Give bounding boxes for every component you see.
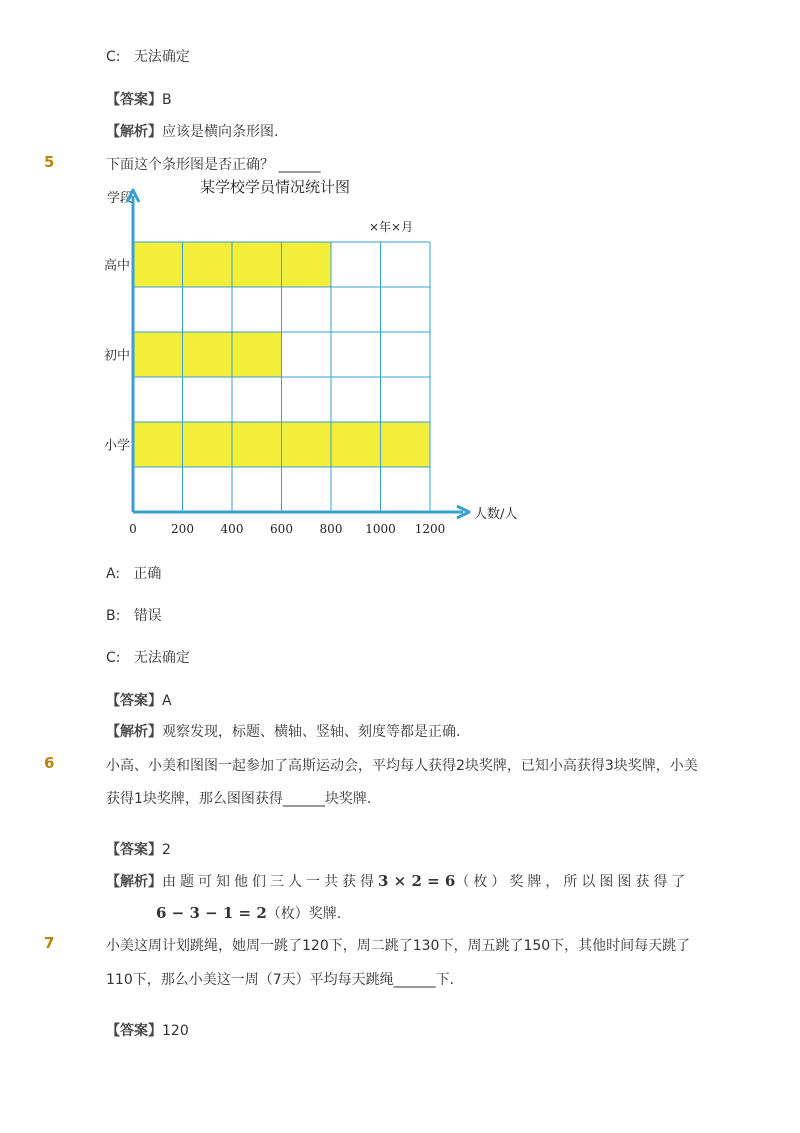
analysis-formula: 3 × 2 = 6 [378,872,456,890]
answer-tag: 【答案】 [106,1023,162,1039]
question-number: 7 [44,934,55,952]
option-c [106,647,190,667]
analysis-line [106,721,460,741]
x-tick-label: 1000 [365,522,396,536]
bar [133,332,282,377]
question-number: 6 [44,754,55,772]
option-text: 错误 [133,608,162,624]
x-tick-label: 400 [220,522,244,536]
answer-tag: 【答案】 [106,693,162,709]
question-text-line1: 小美这周计划跳绳，她周一跳了120下，周二跳了130下，周五跳了150下，其他时间每天跳了 [106,938,691,954]
date-note: ×年×月 [369,220,414,234]
x-tick-label: 0 [129,522,137,536]
option-a [106,563,161,583]
analysis-tag: 【解析】 [106,124,162,140]
x-tick-label: 800 [319,522,343,536]
category-label: 高中 [103,258,130,274]
option-text: 正确 [133,566,162,582]
answer-value: 2 [162,842,171,858]
analysis-line [106,871,689,891]
chart-title: 某学校学员情况统计图 [199,178,351,196]
analysis-text: 应该是横向条形图. [162,124,279,140]
category-label: 小学 [103,438,130,454]
category-label: 初中 [103,348,130,364]
option-letter: A: [106,566,121,582]
option-c [106,46,190,66]
answer-value: B [162,92,172,108]
analysis-text: 观察发现，标题、横轴、竖轴、刻度等都是正确. [162,724,461,740]
answer-line [106,1020,189,1040]
bar-chart [95,172,535,544]
option-letter: C: [106,650,121,666]
analysis-line-2 [156,903,341,923]
x-axis-label: 人数/人 [474,507,518,522]
option-letter: C: [106,49,121,65]
x-tick-label: 600 [270,522,293,536]
question-text: 下面这个条形图是否正确？ ______ [106,157,321,173]
analysis-tag: 【解析】 [106,874,162,890]
answer-value: 120 [162,1023,189,1039]
question-number: 5 [44,153,55,171]
analysis-formula: 6 − 3 − 1 = 2 [156,904,267,922]
option-text: 无法确定 [133,650,190,666]
question-text-line2: 110下，那么小美这一周（7天）平均每天跳绳______下. [106,972,455,988]
analysis-line [106,121,278,141]
answer-line [106,690,172,710]
analysis-text: （枚）奖牌，所以图图获得了 [455,874,690,890]
x-tick-label: 1200 [414,522,446,536]
option-text: 无法确定 [133,49,190,65]
analysis-tag: 【解析】 [106,724,162,740]
option-b [106,605,162,625]
analysis-text: （枚）奖牌. [266,906,342,922]
answer-line [106,89,172,109]
question-text-line2: 获得1块奖牌，那么图图获得______块奖牌. [106,791,372,807]
question-text-line1: 小高、小美和图图一起参加了高斯运动会，平均每人获得2块奖牌，已知小高获得3块奖牌，小美 [106,758,698,774]
option-letter: B: [106,608,121,624]
y-axis-label: 学段 [107,191,134,206]
answer-line [106,839,171,859]
answer-value: A [162,693,172,709]
answer-tag: 【答案】 [106,92,162,108]
x-tick-label: 200 [171,522,194,536]
analysis-text: 由题可知他们三人一共获得 [162,874,378,890]
answer-tag: 【答案】 [106,842,162,858]
